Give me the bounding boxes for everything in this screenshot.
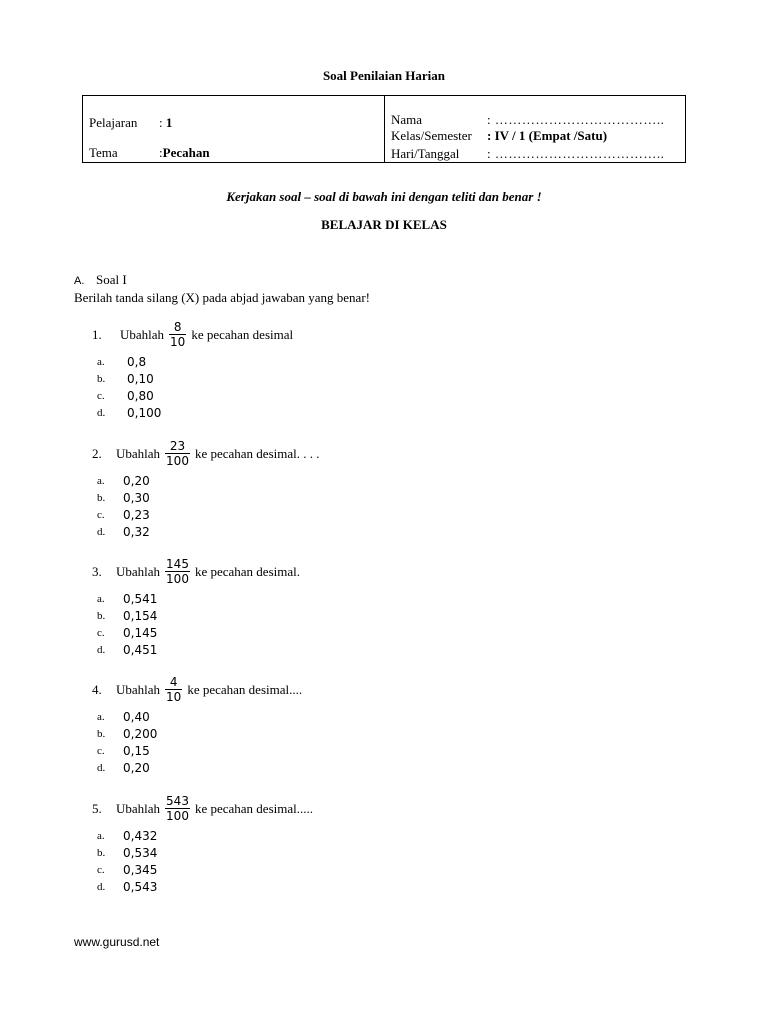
fraction-numerator: 8: [173, 320, 182, 334]
question-prefix: Ubahlah: [116, 445, 161, 461]
fraction-denominator: 100: [166, 572, 189, 586]
kelas-value: : IV / 1 (Empat /Satu): [487, 128, 608, 143]
option-value: 0,40: [123, 710, 150, 724]
option-a[interactable]: [97, 473, 297, 490]
question-prefix: Ubahlah: [120, 326, 165, 342]
instruction: Kerjakan soal – soal di bawah ini dengan teliti dan benar !: [226, 189, 542, 204]
option-letter: d.: [97, 407, 106, 419]
option-c[interactable]: [97, 388, 297, 405]
kelas-row: [391, 128, 607, 143]
option-d[interactable]: [97, 879, 297, 896]
option-value: 0,15: [123, 744, 150, 758]
options-3: [97, 591, 297, 659]
option-a[interactable]: [97, 354, 297, 371]
option-c[interactable]: [97, 862, 297, 879]
tema-row: [89, 145, 210, 160]
pelajaran-row: [89, 115, 172, 130]
option-value: 0,541: [123, 592, 158, 606]
tema-colon: :: [159, 145, 163, 160]
pelajaran-value: 1: [165, 115, 173, 130]
section-title: Soal I: [96, 272, 127, 287]
fraction: [169, 320, 186, 349]
option-letter: a.: [97, 830, 105, 842]
fraction-numerator: 543: [166, 794, 189, 808]
kelas-label: Kelas/Semester: [391, 128, 472, 143]
option-value: 0,100: [127, 406, 162, 420]
nama-label: Nama: [391, 112, 423, 127]
identity-table: [82, 95, 686, 163]
option-letter: d.: [97, 526, 106, 538]
question-1: [92, 320, 293, 349]
fraction: [165, 439, 190, 468]
question-5: [92, 794, 313, 823]
option-letter: a.: [97, 356, 105, 368]
options-5: [97, 828, 297, 896]
option-letter: b.: [97, 728, 106, 740]
question-suffix: ke pecahan desimal....: [187, 681, 303, 697]
option-a[interactable]: [97, 591, 297, 608]
nama-row: [391, 112, 664, 127]
option-d[interactable]: [97, 405, 297, 422]
question-suffix: ke pecahan desimal. . . .: [194, 445, 320, 461]
option-letter: b.: [97, 847, 106, 859]
option-value: 0,80: [127, 389, 154, 403]
question-suffix: ke pecahan desimal.: [194, 563, 300, 579]
option-value: 0,23: [123, 508, 150, 522]
option-letter: a.: [97, 475, 105, 487]
option-letter: a.: [97, 593, 105, 605]
option-letter: a.: [97, 711, 105, 723]
section-instruction: Berilah tanda silang (X) pada abjad jawaban yang benar!: [74, 290, 370, 305]
fraction-denominator: 100: [166, 454, 189, 468]
options-2: [97, 473, 297, 541]
option-c[interactable]: [97, 743, 297, 760]
option-letter: d.: [97, 644, 106, 656]
tema-value: Pecahan: [162, 145, 210, 160]
question-4: [92, 675, 302, 704]
option-d[interactable]: [97, 524, 297, 541]
option-a[interactable]: [97, 828, 297, 845]
section-heading: [74, 272, 127, 288]
option-d[interactable]: [97, 642, 297, 659]
option-value: 0,154: [123, 609, 158, 623]
option-b[interactable]: [97, 490, 297, 507]
tema-label: Tema: [89, 145, 118, 160]
page-title: Soal Penilaian Harian: [322, 68, 446, 83]
option-letter: c.: [97, 509, 105, 521]
fraction-denominator: 100: [166, 809, 189, 823]
question-2: [92, 439, 320, 468]
option-letter: c.: [97, 864, 105, 876]
option-b[interactable]: [97, 845, 297, 862]
hari-label: Hari/Tanggal: [391, 146, 460, 161]
option-a[interactable]: [97, 709, 297, 726]
question-number: 1.: [92, 326, 102, 342]
table-divider: [384, 96, 385, 162]
fraction: [165, 675, 182, 704]
option-c[interactable]: [97, 625, 297, 642]
pelajaran-colon: :: [159, 115, 163, 130]
question-3: [92, 557, 300, 586]
subtitle: BELAJAR DI KELAS: [321, 217, 447, 232]
option-value: 0,145: [123, 626, 158, 640]
question-suffix: ke pecahan desimal.....: [194, 800, 313, 816]
fraction: [165, 557, 190, 586]
fraction-numerator: 4: [169, 675, 178, 689]
question-number: 3.: [92, 563, 102, 579]
option-d[interactable]: [97, 760, 297, 777]
options-4: [97, 709, 297, 777]
hari-row: [391, 146, 664, 161]
fraction-numerator: 23: [169, 439, 186, 453]
question-suffix: ke pecahan desimal: [191, 326, 294, 342]
question-prefix: Ubahlah: [116, 681, 161, 697]
hari-field[interactable]: : ………………………………..: [487, 146, 665, 161]
section-marker: A.: [74, 275, 85, 287]
option-value: 0,20: [123, 474, 150, 488]
question-number: 2.: [92, 445, 102, 461]
option-value: 0,20: [123, 761, 150, 775]
option-b[interactable]: [97, 726, 297, 743]
question-number: 4.: [92, 681, 102, 697]
fraction: [165, 794, 190, 823]
option-value: 0,345: [123, 863, 158, 877]
option-value: 0,451: [123, 643, 158, 657]
option-letter: b.: [97, 610, 106, 622]
fraction-denominator: 10: [170, 335, 186, 349]
fraction-denominator: 10: [166, 690, 182, 704]
question-prefix: Ubahlah: [116, 563, 161, 579]
option-value: 0,534: [123, 846, 158, 860]
question-number: 5.: [92, 800, 102, 816]
option-value: 0,10: [127, 372, 154, 386]
option-value: 0,32: [123, 525, 150, 539]
option-value: 0,8: [127, 355, 147, 369]
footer-website[interactable]: www.gurusd.net: [74, 935, 160, 949]
option-value: 0,432: [123, 829, 158, 843]
option-value: 0,543: [123, 880, 158, 894]
option-letter: c.: [97, 745, 105, 757]
option-letter: b.: [97, 373, 106, 385]
options-1: [97, 354, 297, 422]
option-letter: c.: [97, 627, 105, 639]
option-value: 0,30: [123, 491, 150, 505]
question-prefix: Ubahlah: [116, 800, 161, 816]
pelajaran-label: Pelajaran: [89, 115, 138, 130]
option-c[interactable]: [97, 507, 297, 524]
fraction-numerator: 145: [166, 557, 189, 571]
nama-field[interactable]: : ………………………………..: [487, 112, 665, 127]
option-b[interactable]: [97, 371, 297, 388]
option-letter: c.: [97, 390, 105, 402]
option-value: 0,200: [123, 727, 158, 741]
option-letter: d.: [97, 881, 106, 893]
option-b[interactable]: [97, 608, 297, 625]
option-letter: d.: [97, 762, 106, 774]
option-letter: b.: [97, 492, 106, 504]
